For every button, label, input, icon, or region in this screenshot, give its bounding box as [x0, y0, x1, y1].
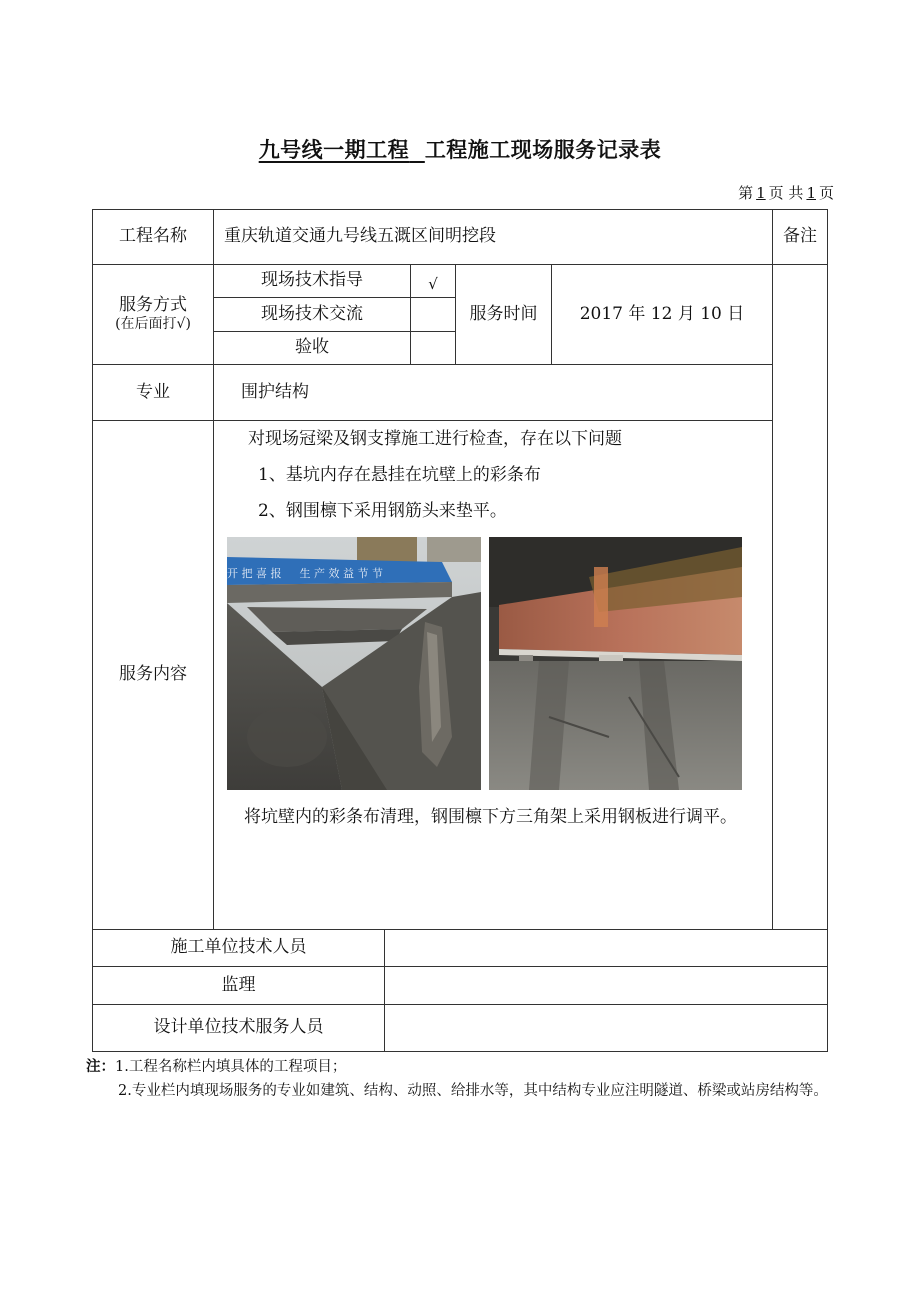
project-name-value: 重庆轨道交通九号线五溉区间明挖段	[224, 226, 496, 247]
page-number: 第 1 页 共 1 页	[738, 184, 834, 202]
mode-onsite-exchange-check	[411, 298, 455, 331]
signoff-designer-label: 设计单位技术服务人员	[153, 1017, 324, 1038]
note-line-1: 1.工程名称栏内填具体的工程项目；	[115, 1059, 347, 1075]
page-total: 1	[806, 184, 816, 202]
content-line: 对现场冠梁及钢支撑施工进行检查，存在以下问题	[248, 429, 622, 449]
title-underline-gap	[409, 138, 425, 162]
signoff-contractor-label: 施工单位技术人员	[170, 937, 307, 958]
mode-acceptance-check	[411, 332, 455, 364]
signoff-supervisor-label: 监理	[221, 974, 256, 995]
site-photo-pit	[227, 537, 481, 790]
signoff-contractor-value	[395, 930, 825, 966]
notes	[86, 1055, 836, 1103]
service-content-conclusion: 将坑壁内的彩条布清理，钢围檩下方三角架上采用钢板进行调平。	[244, 807, 737, 827]
document-title	[0, 134, 920, 164]
mode-onsite-guidance: 现场技术指导	[261, 270, 363, 291]
site-photo-steel-waling	[489, 537, 742, 790]
mode-acceptance: 验收	[295, 337, 329, 358]
content-line: 1、基坑内存在悬挂在坑壁上的彩条布	[258, 465, 541, 485]
remarks-label: 备注	[783, 226, 817, 247]
notes-prefix: 注：	[86, 1058, 115, 1075]
banner-text: 开 把 喜 报 生 产 效 益 节 节	[227, 567, 383, 580]
service-time-label: 服务时间	[469, 303, 538, 324]
mode-onsite-exchange: 现场技术交流	[261, 303, 363, 324]
content-line: 2、钢围檩下采用钢筋头来垫平。	[258, 501, 507, 521]
mode-onsite-guidance-check: √	[428, 274, 438, 293]
title-suffix: 工程施工现场服务记录表	[424, 138, 662, 162]
service-time-value: 2017 年 12 月 10 日	[579, 303, 745, 324]
title-project: 九号线一期工程	[258, 138, 410, 162]
specialty-value: 围护结构	[241, 381, 309, 402]
service-content-label: 服务内容	[119, 664, 187, 685]
service-mode-hint: (在后面打√)	[115, 316, 191, 333]
service-content-issues	[248, 421, 768, 529]
service-mode-label: 服务方式 (在后面打√)	[115, 295, 191, 333]
specialty-label: 专业	[136, 381, 170, 402]
project-name-label: 工程名称	[119, 226, 187, 247]
signoff-designer-value	[395, 1005, 825, 1051]
signoff-supervisor-value	[395, 967, 825, 1004]
page-current: 1	[756, 184, 766, 202]
note-line-2: 2.专业栏内填现场服务的专业如建筑、结构、动照、给排水等，其中结构专业应注明隧道、桥梁或站房结构等。	[118, 1083, 828, 1099]
